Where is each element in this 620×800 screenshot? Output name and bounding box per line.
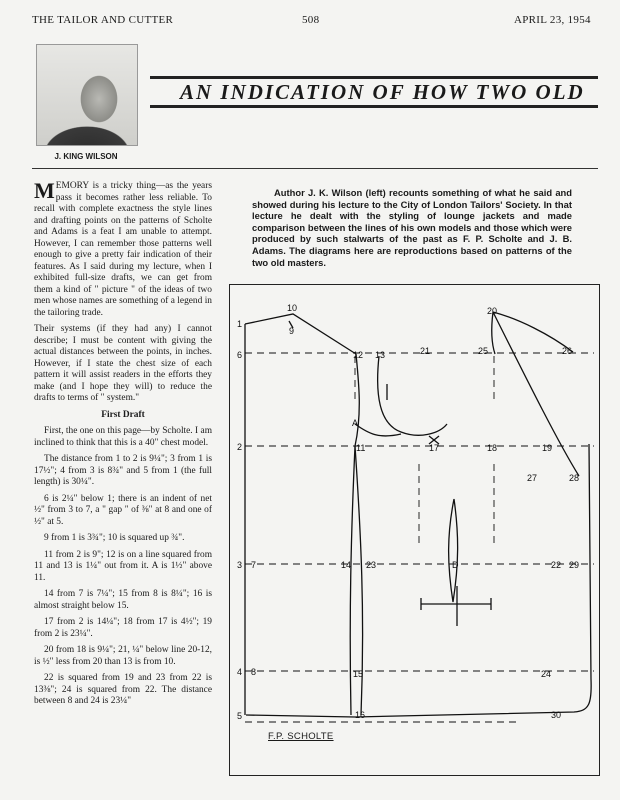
paragraph-2: Their systems (if they had any) I cannot describe; I must be content with giving the actual distances between the points, in inches. However, if I state the chest size of each pattern it will assist readers in the efforts they make (and I hope they will) to reduce the drafts to terms of " system." (34, 324, 212, 403)
column-rule (32, 168, 598, 169)
draft-point-17: 17 (429, 443, 440, 453)
subheading-first-draft: First Draft (101, 409, 145, 420)
draft-point-9: 9 (289, 326, 295, 336)
paragraph-5: 6 is 2¼" below 1; there is an indent of net ½" from 3 to 7, a " gap " of ⅜" at 8 and one of ½" at 5. (34, 493, 212, 527)
draft-point-3: 3 (237, 560, 243, 570)
draft-point-29: 29 (569, 560, 580, 570)
photo-caption: J. KING WILSON (54, 152, 118, 161)
draft-point-5: 5 (237, 711, 243, 721)
draft-point-10: 10 (287, 303, 298, 313)
draft-point-13: 13 (375, 350, 386, 360)
draft-point-8: 8 (251, 667, 257, 677)
paragraph-11: 22 is squared from 19 and 23 from 22 is 13⅜"; 24 is squared from 22. The distance between 8 and 24 is 23¼" (34, 673, 212, 706)
magazine-name: THE TAILOR AND CUTTER (32, 14, 174, 26)
author-photo (36, 44, 138, 146)
draft-point-28: 28 (569, 473, 580, 483)
draft-point-19: 19 (542, 443, 553, 453)
intro-paragraph: Author J. K. Wilson (left) recounts something of what he said and showed during his lecture to the City of London Tailors' Society. In that lecture he dealt with the styling of lounge jackets and made comparison between the lines of his own models and those which were produced by such stalwarts of the past as F. P. Scholte and J. B. Adams. The diagrams here are reproductions based on patterns of the two old masters. (252, 187, 572, 268)
paragraph-1-text: EMORY is a tricky thing—as the years pass it becomes rather less reliable. To recall with complete exactness the style lines and drafting points on the patterns of Scholte and Adams is a feat I am unable to attempt. However, I can remember those patterns well enough to give a pretty fair indication of their features. As I said during my lecture, when I exhibited full-size drafts, we can get from them a kind of " picture " of the ideas of two men whose names are something of a legend in the tailoring trade. (34, 181, 212, 318)
draft-point-4: 4 (237, 667, 243, 677)
draft-point-11: 11 (356, 443, 366, 453)
draft-point-24: 24 (541, 669, 552, 679)
draft-point-16: 16 (355, 710, 366, 720)
paragraph-9: 17 from 2 is 14¼"; 18 from 17 is 4½"; 19 from 2 is 23¼". (34, 617, 212, 639)
draft-point-26: 26 (562, 346, 573, 356)
paragraph-3: First, the one on this page—by Scholte. I am inclined to think that this is a 40" chest model. (34, 426, 212, 448)
draft-caption: F.P. SCHOLTE (268, 731, 334, 742)
article-title: AN INDICATION OF HOW TWO OLD (180, 80, 585, 104)
pattern-outline (245, 312, 591, 717)
draft-point-7: 7 (251, 560, 257, 570)
draft-point-2: 2 (237, 442, 243, 452)
paragraph-8: 14 from 7 is 7¼"; 15 from 8 is 8¼"; 16 is almost straight below 15. (34, 589, 212, 611)
draft-point-14: 14 (341, 560, 352, 570)
page-number: 508 (302, 14, 320, 26)
draft-point-a: A (352, 418, 359, 428)
draft-point-22: 22 (551, 560, 562, 570)
pattern-draft (229, 284, 598, 774)
paragraph-7: 11 from 2 is 9"; 12 is on a line squared from 11 and 13 is 1¼" out from it. A is 1½" above 11. (34, 549, 212, 583)
draft-point-12: 12 (353, 350, 364, 360)
draft-point-25: 25 (478, 346, 489, 356)
draft-point-d: D (452, 560, 459, 570)
draft-point-20: 20 (487, 306, 498, 316)
paragraph-4: The distance from 1 to 2 is 9¼"; 3 from 1 is 17½"; 4 from 3 is 8¾" and 5 from 1 (the full length) is 30¼". (34, 454, 212, 487)
draft-point-23: 23 (366, 560, 377, 570)
draft-point-15: 15 (353, 669, 364, 679)
draft-point-21: 21 (420, 346, 431, 356)
drop-cap: M (34, 178, 55, 203)
draft-point-1: 1 (237, 319, 243, 329)
draft-point-27: 27 (527, 473, 538, 483)
article-body (34, 178, 212, 713)
title-rule-bottom (150, 105, 598, 108)
title-rule-top (150, 76, 598, 79)
draft-point-30: 30 (551, 710, 562, 720)
paragraph-1 (34, 178, 212, 319)
draft-point-6: 6 (237, 350, 243, 360)
paragraph-10: 20 from 18 is 9¼"; 21, ¼" below line 20-12, is ½" less from 20 than 13 is from 10. (34, 645, 212, 667)
issue-date: APRIL 23, 1954 (514, 14, 591, 26)
paragraph-6: 9 from 1 is 3¾"; 10 is squared up ¾". (44, 533, 185, 543)
draft-point-18: 18 (487, 443, 498, 453)
